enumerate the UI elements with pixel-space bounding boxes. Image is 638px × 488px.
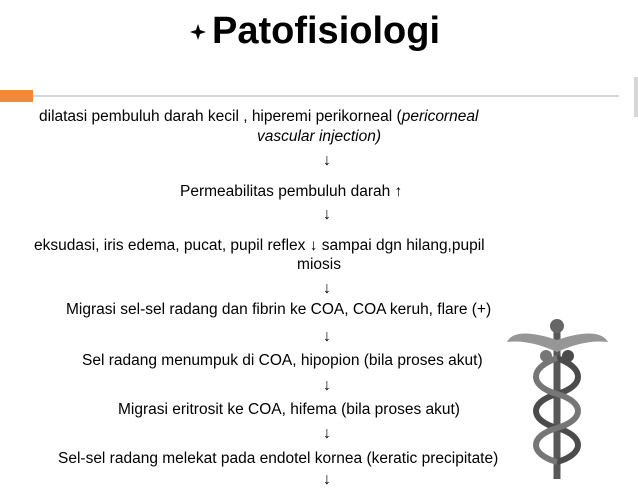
divider-end-mark xyxy=(634,77,638,117)
down-arrow-5: ↓ xyxy=(323,377,331,394)
text-line-1: dilatasi pembuluh darah kecil , hiperemi perikorneal (pericorneal xyxy=(39,108,479,125)
text-line-8: Migrasi eritrosit ke COA, hifema (bila proses akut) xyxy=(118,401,460,418)
down-arrow-1: ↓ xyxy=(323,152,331,169)
text-line-7: Sel radang menumpuk di COA, hipopion (bila proses akut) xyxy=(82,352,483,369)
down-arrow-6: ↓ xyxy=(323,425,331,442)
diamond-bullet-icon xyxy=(190,24,206,44)
down-arrow-3: ↓ xyxy=(323,280,331,297)
down-arrow-4: ↓ xyxy=(323,328,331,345)
text-line-6: Migrasi sel-sel radang dan fibrin ke COA, COA keruh, flare (+) xyxy=(66,301,492,318)
down-arrow-7: ↓ xyxy=(323,471,331,488)
caduceus-icon xyxy=(505,318,610,479)
down-arrow-2: ↓ xyxy=(323,206,331,223)
text-line-9: Sel-sel radang melekat pada endotel kornea (keratic precipitate) xyxy=(58,450,499,467)
text-line-2: vascular injection) xyxy=(256,128,382,145)
title-row xyxy=(0,4,638,64)
text-line-3: Permeabilitas pembuluh darah ↑ xyxy=(180,183,403,200)
divider xyxy=(33,95,619,97)
page-title: Patofisiologi xyxy=(212,10,440,52)
text-line-4: eksudasi, iris edema, pucat, pupil reflex ↓ sampai dgn hilang,pupil xyxy=(34,237,485,254)
text-line-5: miosis xyxy=(297,256,341,273)
accent-bar xyxy=(0,90,33,102)
